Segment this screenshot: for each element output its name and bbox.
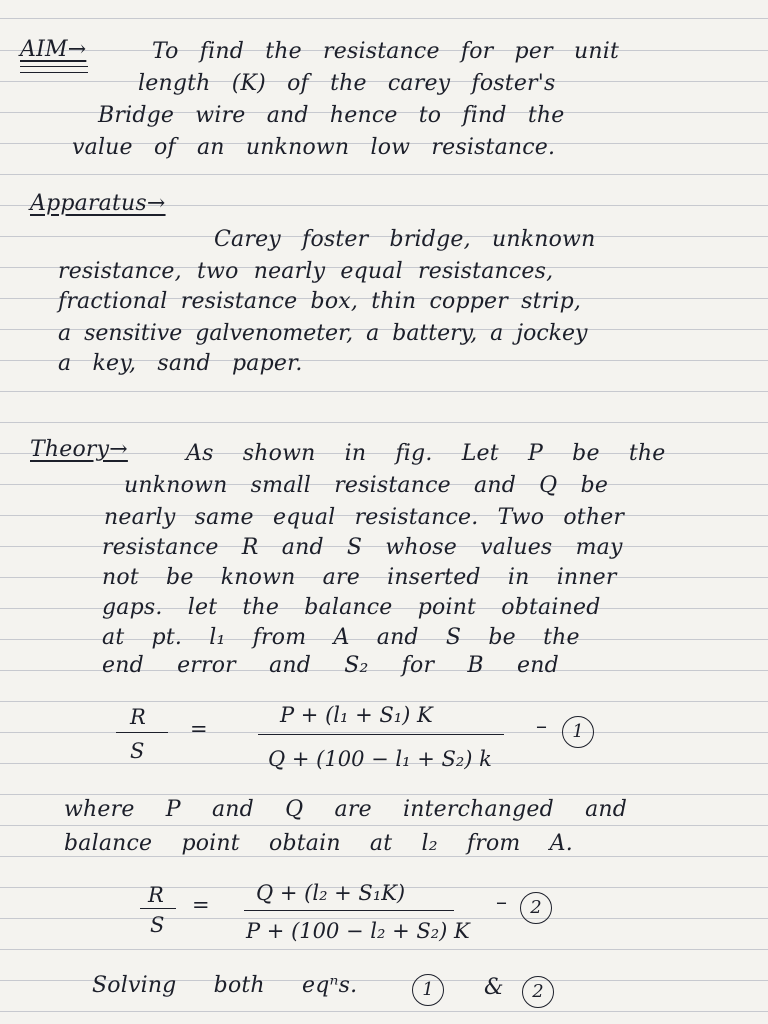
aim-line-2: length (K) of the carey foster's: [138, 71, 556, 96]
eq1-lhs-denominator: S: [130, 739, 145, 763]
eq1-rhs-denominator: Q + (100 − l₁ + S₂) k: [268, 747, 492, 771]
aim-line-3: Bridge wire and hence to find the: [98, 103, 565, 128]
theory-line-1: As shown in fig. Let P be the: [186, 441, 666, 466]
eq2-rhs-numerator: Q + (l₂ + S₁K): [256, 881, 406, 905]
theory-line-3: nearly same equal resistance. Two other: [104, 505, 625, 530]
eq1-equals: =: [190, 717, 208, 741]
eq1-rhs-fraction-bar: [258, 734, 504, 735]
apparatus-line-1: Carey foster bridge, unknown: [214, 227, 596, 252]
apparatus-line-2: resistance, two nearly equal resistances,: [58, 259, 554, 284]
theory-line-6: gaps. let the balance point obtained: [102, 595, 601, 620]
eq1-lhs-fraction-bar: [116, 732, 168, 733]
eq2-rhs-fraction-bar: [244, 910, 454, 911]
eq1-number-circle: 1: [562, 716, 594, 748]
aim-double-underline: [20, 66, 88, 73]
aim-line-4: value of an unknown low resistance.: [72, 135, 556, 160]
where-line-2: balance point obtain at l₂ from A.: [64, 831, 573, 856]
eq2-lhs-numerator: R: [148, 883, 164, 907]
theory-line-4: resistance R and S whose values may: [102, 535, 623, 560]
theory-line-7: at pt. l₁ from A and S be the: [102, 625, 580, 650]
eq1-dash: –: [536, 714, 547, 739]
eq1-lhs-numerator: R: [130, 705, 146, 729]
where-line-1: where P and Q are interchanged and: [64, 797, 628, 822]
apparatus-line-3: fractional resistance box, thin copper strip,: [58, 289, 582, 314]
eq2-rhs-denominator: P + (100 − l₂ + S₂) K: [246, 919, 470, 943]
apparatus-line-4: a sensitive galvenometer, a battery, a jockey: [58, 321, 588, 346]
solving-text: Solving both eqⁿs.: [92, 973, 358, 998]
solving-ref-1-circle: 1: [412, 974, 444, 1006]
apparatus-line-5: a key, sand paper.: [58, 351, 303, 376]
eq2-equals: =: [192, 893, 210, 917]
eq2-number-circle: 2: [520, 892, 552, 924]
aim-heading: AIM→: [20, 37, 87, 62]
theory-line-8: end error and S₂ for B end: [102, 653, 559, 678]
theory-heading: Theory→: [30, 437, 128, 462]
eq1-rhs-numerator: P + (l₁ + S₁) K: [280, 703, 433, 727]
theory-line-5: not be known are inserted in inner: [102, 565, 617, 590]
solving-ampersand: &: [484, 975, 504, 1000]
theory-line-2: unknown small resistance and Q be: [124, 473, 609, 498]
eq2-lhs-denominator: S: [150, 913, 165, 937]
apparatus-heading: Apparatus→: [30, 191, 166, 216]
eq2-dash: –: [496, 890, 507, 915]
eq2-lhs-fraction-bar: [140, 908, 176, 909]
solving-ref-2-circle: 2: [522, 976, 554, 1008]
aim-line-1: To find the resistance for per unit: [152, 39, 619, 64]
